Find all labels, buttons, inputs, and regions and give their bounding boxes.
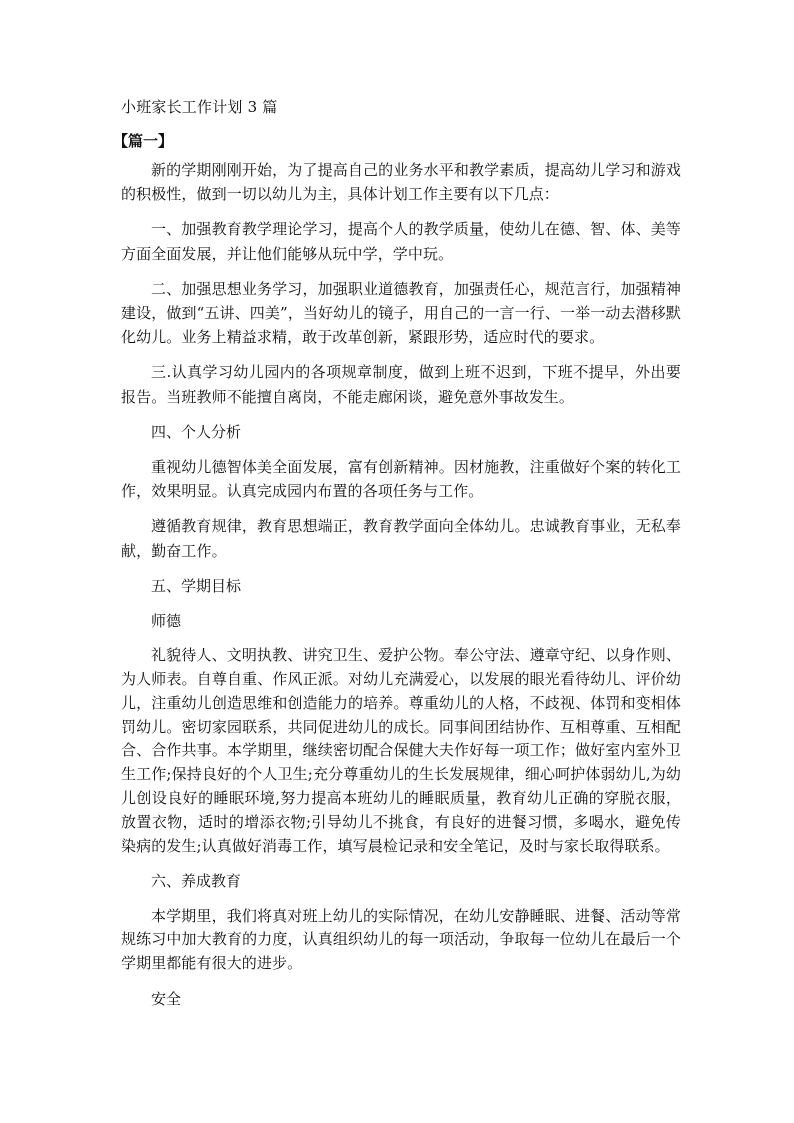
subheading-safety: 安全 <box>151 990 182 1009</box>
heading-semester-goals: 五、学期目标 <box>151 576 242 595</box>
heading-personal-analysis: 四、个人分析 <box>151 422 242 441</box>
subheading-ethics: 师德 <box>151 612 182 631</box>
heading-habit-education: 六、养成教育 <box>151 872 242 891</box>
document-title: 小班家长工作计划 3 篇 <box>121 98 278 116</box>
paragraph-point-3: 三.认真学习幼儿园内的各项规章制度，做到上班不迟到，下班不提早，外出要报告。当班教师不能擅自离岗，不能走廊闲谈，避免意外事故发生。 <box>121 363 681 406</box>
paragraph-point-1: 一、加强教育教学理论学习，提高个人的教学质量，使幼儿在德、智、体、美等方面全面发展，并让他们能够从玩中学，学中玩。 <box>121 220 681 263</box>
paragraph-habit-education: 本学期里，我们将真对班上幼儿的实际情况，在幼儿安静睡眠、进餐、活动等常规练习中加大教育的力度，认真组织幼儿的每一项活动，争取每一位幼儿在最后一个学期里都能有很大的进步。 <box>121 906 681 973</box>
paragraph-analysis-1: 重视幼儿德智体美全面发展，富有创新精神。因材施教，注重做好个案的转化工作，效果明显。认真完成园内布置的各项任务与工作。 <box>121 458 681 501</box>
document-body <box>121 158 681 1022</box>
paragraph-intro: 新的学期刚刚开始，为了提高自己的业务水平和教学素质，提高幼儿学习和游戏的积极性，做到一切以幼儿为主，具体计划工作主要有以下几点： <box>121 161 681 204</box>
paragraph-point-2: 二、加强思想业务学习，加强职业道德教育，加强责任心，规范言行，加强精神建设，做到“五讲、四美”，当好幼儿的镜子，用自己的一言一行、一举一动去潜移默化幼儿。业务上精益求精，敢于改革创新，紧跟形势，适应时代的要求。 <box>121 279 681 347</box>
section-label: 【篇一】 <box>113 132 174 150</box>
paragraph-analysis-2: 遵循教育规律，教育思想端正，教育教学面向全体幼儿。忠诚教育事业，无私奉献，勤奋工作。 <box>121 517 681 560</box>
paragraph-ethics: 礼貌待人、文明执教、讲究卫生、爱护公物。奉公守法、遵章守纪、以身作则、为人师表。自尊自重、作风正派。对幼儿充满爱心，以发展的眼光看待幼儿、评价幼儿，注重幼儿创造思维和创造能力的培养。尊重幼儿的人格，不歧视、体罚和变相体罚幼儿。密切家园联系，共同促进幼儿的成长。同事间团结协作、互相尊重、互相配合、合作共事。本学期里，继续密切配合保健大夫作好每一项工作；做好室内室外卫生工作;保持良好的个人卫生;充分尊重幼儿的生长发展规律，细心呵护体弱幼儿,为幼儿创设良好的睡眠环境,努力提高本班幼儿的睡眠质量，教育幼儿正确的穿脱衣服，放置衣物，适时的增添衣物;引导幼儿不挑食，有良好的进餐习惯，多喝水，避免传染病的发生;认真做好消毒工作，填写晨检记录和安全笔记，及时与家长取得联系。 <box>121 646 681 855</box>
